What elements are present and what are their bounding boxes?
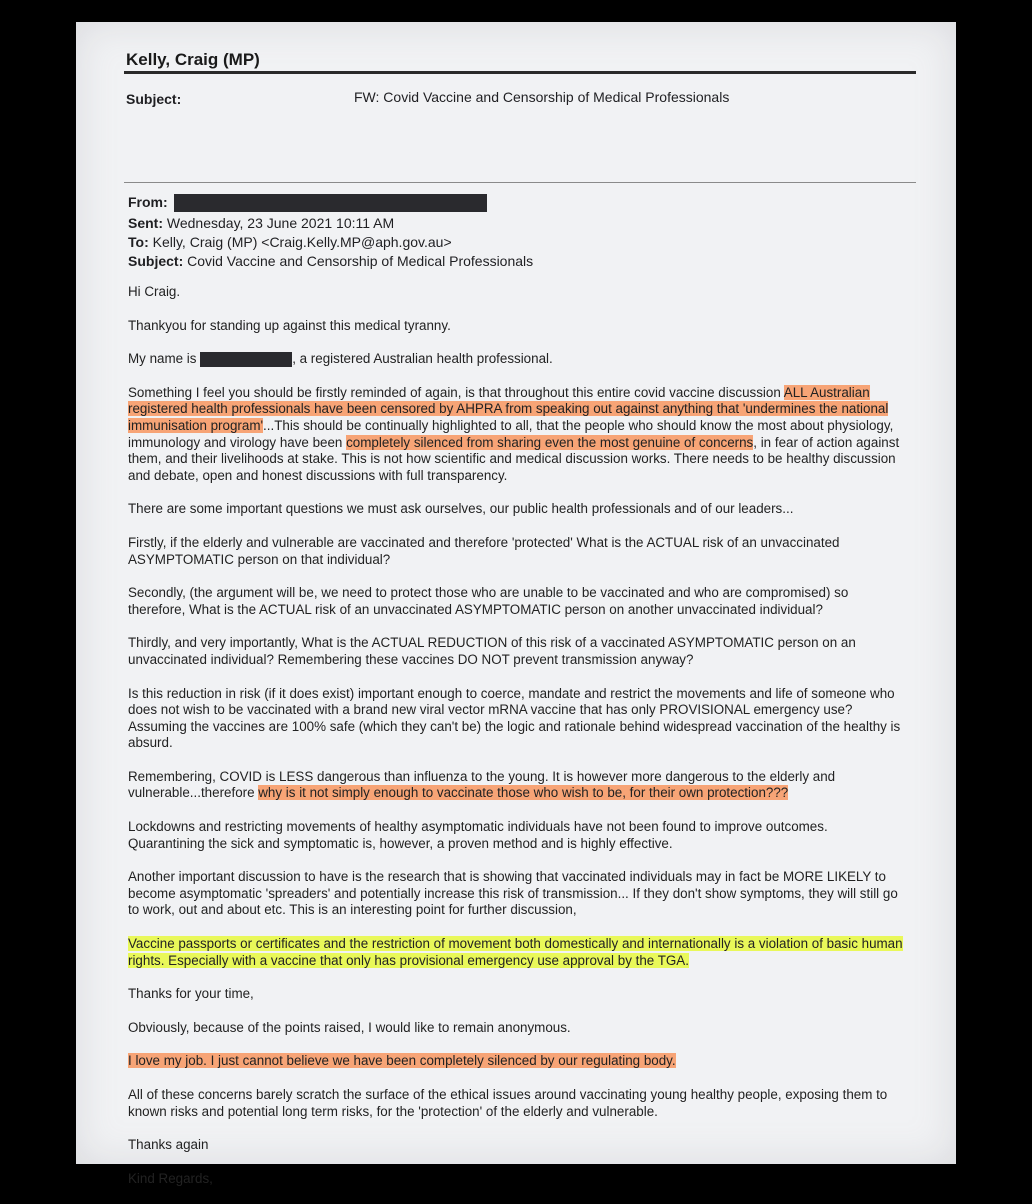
subject-label: Subject: (128, 253, 184, 269)
paragraph: Lockdowns and restricting movements of healthy asymptomatic individuals have not been found to improve outcomes. Quarantining the sick and symptomatic is, however, a proven method and is highly effective. (128, 819, 828, 851)
subject-line (128, 253, 533, 270)
sent-label: Sent: (128, 215, 163, 231)
text: , a registered Australian health professional. (292, 351, 553, 367)
paragraph: There are some important questions we must ask ourselves, our public health professionals and of our leaders... (128, 501, 794, 517)
redacted-sender (174, 194, 487, 212)
email-printout (76, 22, 956, 1186)
highlight-orange: ALL Australian registered health professionals have been censored by AHPRA from speaking out against anything that 'undermines the national immunisation program' (128, 384, 889, 433)
paragraph (128, 351, 908, 368)
to-address: Kelly, Craig (MP) <Craig.Kelly.MP@aph.gov.au> (152, 234, 452, 250)
paragraph: Thanks for your time, (128, 986, 254, 1002)
text: , in fear of action against them, and their livelihoods at stake. This is not how scientific and medical discussion works. There needs to be healthy discussion and debate, open and honest discussions with full transparency. (128, 434, 900, 483)
paragraph: Is this reduction in risk (if it does exist) important enough to coerce, mandate and restrict the movements and life of someone who does not wish to be vaccinated with a brand new viral vector mRNA vaccine that has only PROVISIONAL emergency use? Assuming the vaccines are 100% safe (which they can't be) the logic and rationale behind widespread vaccination of the healthy is absurd. (128, 685, 901, 751)
paragraph: Obviously, because of the points raised, I would like to remain anonymous. (128, 1019, 571, 1035)
paragraph: Firstly, if the elderly and vulnerable are vaccinated and therefore 'protected' What is the ACTUAL risk of an unvaccinated ASYMPTOMATIC person on that individual? (128, 534, 840, 567)
mailbox-owner-name: Kelly, Craig (MP) (126, 50, 260, 69)
email-body (128, 284, 908, 1204)
highlight-orange: I love my job. I just cannot believe we have been completely silenced by our regulating body. (128, 1053, 676, 1069)
text: Remembering, COVID is LESS dangerous than influenza to the young. It is however more dangerous to the elderly and vulnerable...therefore (128, 768, 836, 801)
highlight-orange: why is it not simply enough to vaccinate those who wish to be, for their own protection??? (258, 785, 789, 801)
highlight-orange: completely silenced from sharing even the most genuine of concerns (346, 434, 754, 450)
sent-line (128, 215, 394, 232)
header-subject-label: Subject: (126, 91, 182, 107)
paragraph (128, 769, 908, 802)
from-label: From: (128, 194, 168, 210)
text: ...This should be continually highlighted to all, that the people who should know the most about physiology, immunology and virology have been (128, 417, 894, 450)
sign-off: Kind Regards, (128, 1170, 213, 1186)
paragraph: All of these concerns barely scratch the surface of the ethical issues around vaccinating young healthy people, exposing them to known risks and potential long term risks, for the 'protection' of the elderly and vulnerable. (128, 1087, 888, 1119)
paragraph: Thirdly, and very importantly, What is the ACTUAL REDUCTION of this risk of a vaccinated ASYMPTOMATIC person on an unvaccinated individual? Remembering these vaccines DO NOT prevent transmission anyway? (128, 635, 856, 667)
text: Something I feel you should be firstly reminded of again, is that throughout this entire covid vaccine discussion (128, 384, 784, 400)
greeting: Hi Craig. (128, 284, 181, 299)
email-subject: Covid Vaccine and Censorship of Medical Professionals (187, 253, 534, 269)
paragraph (128, 936, 908, 969)
paragraph (128, 1053, 908, 1070)
separator-rule (124, 182, 916, 183)
sent-date: Wednesday, 23 June 2021 10:11 AM (166, 215, 395, 231)
to-label: To: (128, 234, 149, 250)
highlight-yellow: Vaccine passports or certificates and the restriction of movement both domestically and internationally is a violation of basic human rights. Especially with a vaccine that only has provisional emergency use approval by the TGA. (128, 936, 903, 968)
paragraph: Thanks again (128, 1137, 209, 1153)
paragraph: Secondly, (the argument will be, we need to protect those who are unable to be vaccinated and who are compromised) so therefore, What is the ACTUAL risk of an unvaccinated ASYMPTOMATIC person on another unvaccinated individual? (128, 585, 849, 617)
from-line (128, 194, 487, 212)
header-subject: FW: Covid Vaccine and Censorship of Medical Professionals (354, 89, 730, 105)
to-line (128, 234, 452, 251)
text: My name is (128, 351, 201, 367)
paragraph: Thankyou for standing up against this medical tyranny. (128, 317, 451, 333)
redacted-name (200, 352, 292, 367)
header-rule (124, 71, 916, 74)
paragraph (128, 385, 908, 485)
paragraph: Another important discussion to have is the research that is showing that vaccinated individuals may in fact be MORE LIKELY to become asymptomatic 'spreaders' and potentially increase this risk of transmission... If they don't show symptoms, they will still go to work, out and about etc. This is an interesting point for further discussion, (128, 869, 898, 918)
